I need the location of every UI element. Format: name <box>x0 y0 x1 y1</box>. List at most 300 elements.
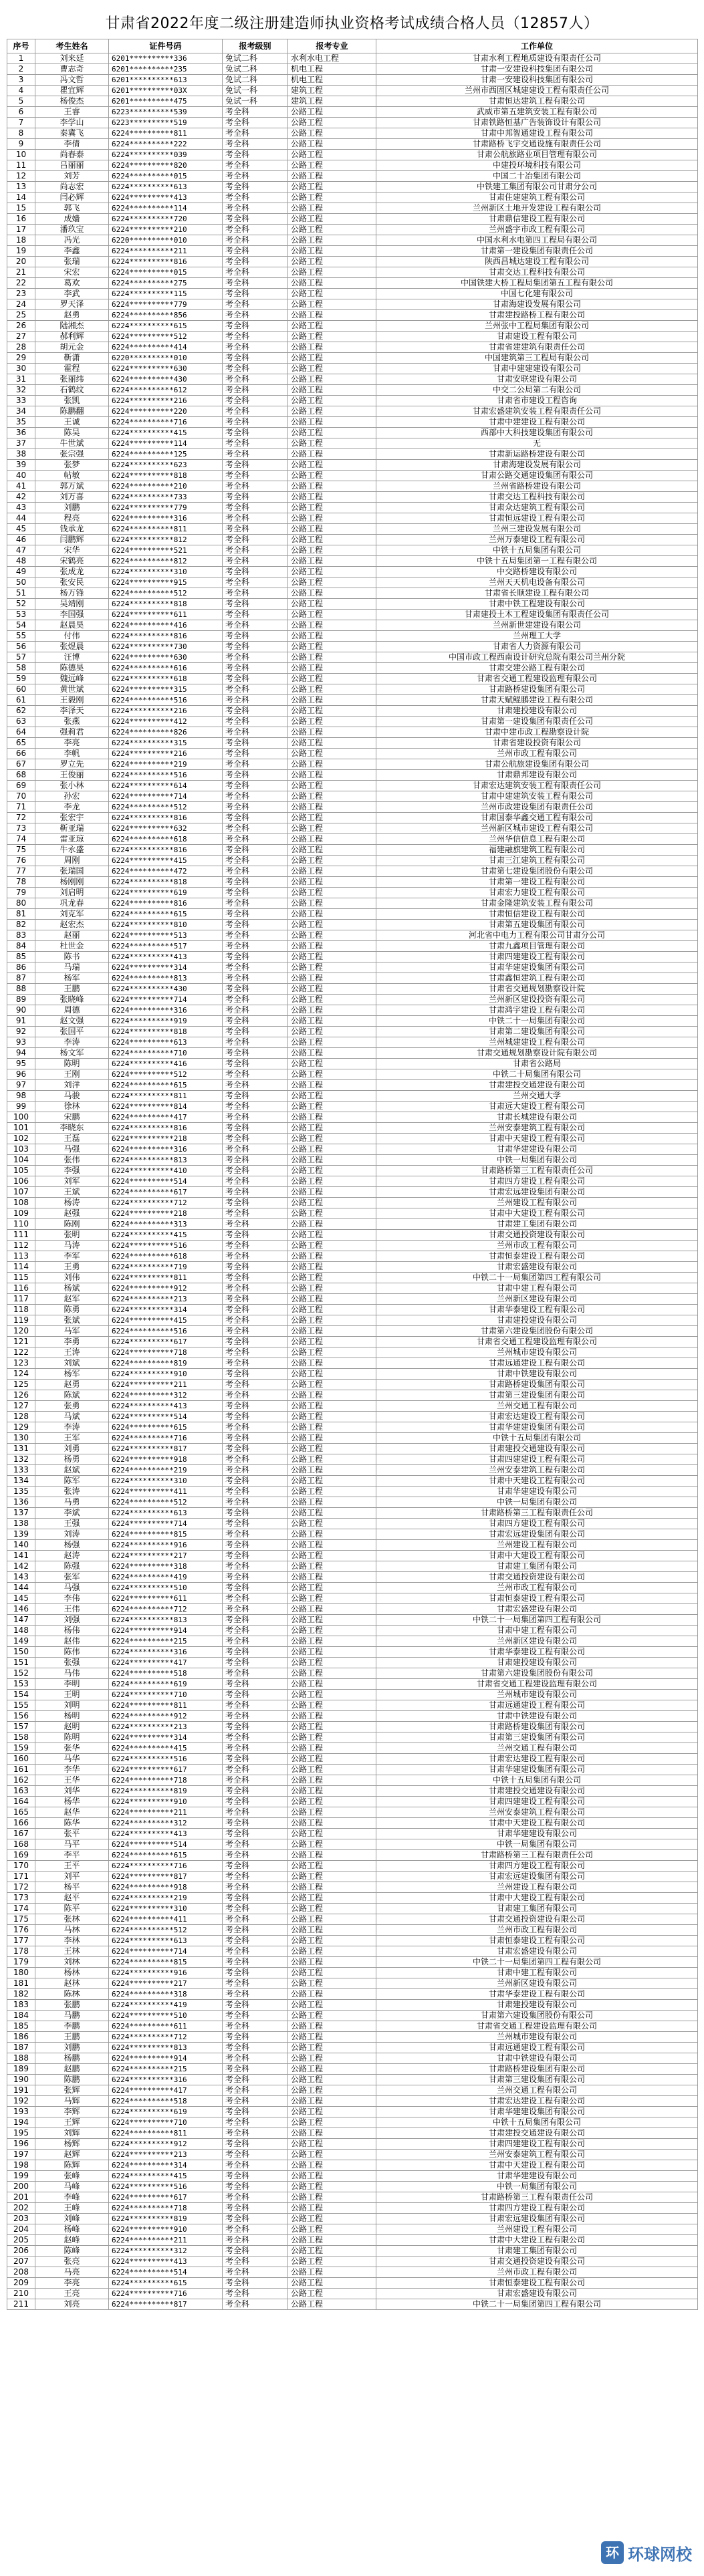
cell-major: 公路工程 <box>288 1112 376 1123</box>
cell-id: 6224**********619 <box>109 888 223 898</box>
cell-seq: 33 <box>7 396 35 406</box>
cell-name: 马亮 <box>35 2267 109 2278</box>
cell-major: 公路工程 <box>288 1444 376 1454</box>
cell-major: 公路工程 <box>288 995 376 1005</box>
cell-seq: 62 <box>7 706 35 717</box>
cell-level: 考全科 <box>223 396 288 406</box>
cell-id: 6224**********817 <box>109 1444 223 1454</box>
cell-name: 曹志奇 <box>35 64 109 75</box>
cell-unit: 中铁二十局集团有限公司 <box>376 1069 698 1080</box>
cell-seq: 93 <box>7 1037 35 1048</box>
cell-major: 公路工程 <box>288 1080 376 1091</box>
table-row <box>7 1968 698 1978</box>
cell-seq: 196 <box>7 2139 35 2150</box>
cell-id: 6224**********811 <box>109 128 223 139</box>
cell-unit: 中国市政工程西南设计研究总院有限公司兰州分院 <box>376 652 698 663</box>
cell-name: 张梦 <box>35 460 109 471</box>
cell-level: 考全科 <box>223 2246 288 2257</box>
cell-major: 公路工程 <box>288 749 376 759</box>
cell-name: 杨鹏 <box>35 2053 109 2064</box>
cell-seq: 106 <box>7 1176 35 1187</box>
cell-seq: 4 <box>7 86 35 96</box>
cell-name: 帖敏 <box>35 471 109 481</box>
cell-seq: 36 <box>7 428 35 438</box>
table-row <box>7 1412 698 1422</box>
cell-level: 考全科 <box>223 1797 288 1807</box>
cell-seq: 157 <box>7 1722 35 1732</box>
cell-level: 考全科 <box>223 1198 288 1208</box>
cell-level: 考全科 <box>223 321 288 332</box>
cell-seq: 203 <box>7 2214 35 2224</box>
cell-major: 公路工程 <box>288 1722 376 1732</box>
column-header-id: 证件号码 <box>109 39 223 53</box>
cell-seq: 32 <box>7 385 35 396</box>
cell-name: 张宗强 <box>35 449 109 460</box>
cell-id: 6224**********216 <box>109 396 223 406</box>
cell-major: 公路工程 <box>288 1690 376 1700</box>
cell-seq: 6 <box>7 107 35 118</box>
cell-level: 考全科 <box>223 1593 288 1604</box>
table-row <box>7 1743 698 1754</box>
cell-name: 陈峰 <box>35 2246 109 2257</box>
cell-major: 公路工程 <box>288 834 376 845</box>
cell-name: 葛欢 <box>35 278 109 289</box>
cell-level: 考全科 <box>223 171 288 182</box>
cell-name: 刘军 <box>35 1176 109 1187</box>
table-row <box>7 128 698 139</box>
cell-unit: 甘肃恒泰建设工程有限公司 <box>376 1936 698 1946</box>
table-row <box>7 898 698 909</box>
cell-level: 考全科 <box>223 481 288 492</box>
cell-name: 张强 <box>35 1658 109 1668</box>
cell-level: 考全科 <box>223 1326 288 1337</box>
cell-major: 公路工程 <box>288 802 376 813</box>
cell-name: 刘斌 <box>35 1358 109 1369</box>
cell-unit: 兰州市西固区城建建设工程有限责任公司 <box>376 86 698 96</box>
cell-level: 考全科 <box>223 610 288 620</box>
cell-id: 6224**********310 <box>109 1476 223 1487</box>
table-row <box>7 1176 698 1187</box>
cell-unit: 甘肃建投交通建设有限公司 <box>376 1786 698 1797</box>
cell-seq: 154 <box>7 1690 35 1700</box>
cell-unit: 甘肃华建建设有限公司 <box>376 1487 698 1497</box>
cell-major: 公路工程 <box>288 2075 376 2085</box>
cell-unit: 兰州张中工程局集团有限公司 <box>376 321 698 332</box>
cell-unit: 甘肃四方建设工程有限公司 <box>376 1861 698 1872</box>
cell-seq: 123 <box>7 1358 35 1369</box>
table-row <box>7 64 698 75</box>
cell-major: 公路工程 <box>288 1626 376 1636</box>
cell-level: 考全科 <box>223 1454 288 1465</box>
cell-name: 李勇 <box>35 1337 109 1347</box>
cell-seq: 201 <box>7 2192 35 2203</box>
cell-unit: 甘肃四建建设工程有限公司 <box>376 2139 698 2150</box>
cell-level: 考全科 <box>223 1187 288 1198</box>
cell-name: 王辉 <box>35 2117 109 2128</box>
cell-seq: 169 <box>7 1850 35 1861</box>
table-row <box>7 1251 698 1262</box>
cell-id: 6224**********811 <box>109 2128 223 2139</box>
cell-seq: 141 <box>7 1551 35 1561</box>
cell-name: 陈辉 <box>35 2160 109 2171</box>
cell-seq: 177 <box>7 1936 35 1946</box>
cell-seq: 89 <box>7 995 35 1005</box>
cell-major: 公路工程 <box>288 2299 376 2310</box>
cell-seq: 114 <box>7 1262 35 1273</box>
cell-name: 王鹏 <box>35 984 109 995</box>
cell-unit: 兰州理工大学 <box>376 631 698 642</box>
cell-name: 钱承龙 <box>35 524 109 535</box>
table-row <box>7 1679 698 1690</box>
table-row <box>7 1797 698 1807</box>
cell-unit: 无 <box>376 438 698 449</box>
cell-seq: 134 <box>7 1476 35 1487</box>
cell-level: 考全科 <box>223 417 288 428</box>
table-row <box>7 1166 698 1176</box>
table-row <box>7 1925 698 1936</box>
cell-id: 6224**********521 <box>109 545 223 556</box>
cell-major: 公路工程 <box>288 2043 376 2053</box>
table-row <box>7 2117 698 2128</box>
table-row <box>7 1112 698 1123</box>
cell-id: 6224**********710 <box>109 1690 223 1700</box>
cell-seq: 152 <box>7 1668 35 1679</box>
cell-seq: 60 <box>7 684 35 695</box>
cell-seq: 121 <box>7 1337 35 1347</box>
cell-name: 秦冀飞 <box>35 128 109 139</box>
cell-name: 马辉 <box>35 2096 109 2107</box>
cell-name: 王平 <box>35 1861 109 1872</box>
cell-level: 考全科 <box>223 1016 288 1027</box>
cell-major: 公路工程 <box>288 1904 376 1914</box>
cell-unit: 甘肃宏远建设集团有限公司 <box>376 1529 698 1540</box>
cell-id: 6223**********539 <box>109 107 223 118</box>
cell-major: 公路工程 <box>288 524 376 535</box>
cell-unit: 甘肃建投建设有限公司 <box>376 1658 698 1668</box>
cell-seq: 35 <box>7 417 35 428</box>
cell-unit: 甘肃长城建设有限公司 <box>376 1112 698 1123</box>
cell-name: 杨峰 <box>35 2224 109 2235</box>
cell-major: 公路工程 <box>288 107 376 118</box>
cell-unit: 中交二公局第二有限公司 <box>376 385 698 396</box>
cell-level: 考全科 <box>223 118 288 128</box>
table-row <box>7 1027 698 1037</box>
cell-name: 王强 <box>35 1519 109 1529</box>
cell-unit: 甘肃四方建设工程有限公司 <box>376 1519 698 1529</box>
cell-name: 李学山 <box>35 118 109 128</box>
cell-level: 考全科 <box>223 2214 288 2224</box>
cell-name: 牛世斌 <box>35 438 109 449</box>
cell-name: 刘鹏 <box>35 2043 109 2053</box>
cell-seq: 113 <box>7 1251 35 1262</box>
cell-seq: 97 <box>7 1080 35 1091</box>
table-row <box>7 1978 698 1989</box>
cell-seq: 46 <box>7 535 35 545</box>
cell-name: 马军 <box>35 1326 109 1337</box>
table-row <box>7 53 698 64</box>
cell-id: 6224**********514 <box>109 1176 223 1187</box>
table-row <box>7 1380 698 1390</box>
cell-major: 机电工程 <box>288 75 376 86</box>
cell-id: 6224**********430 <box>109 374 223 385</box>
table-row <box>7 2289 698 2299</box>
cell-unit: 甘肃省交通工程建设监理有限公司 <box>376 674 698 684</box>
cell-id: 6224**********415 <box>109 2171 223 2182</box>
cell-seq: 128 <box>7 1412 35 1422</box>
cell-major: 公路工程 <box>288 610 376 620</box>
cell-id: 6224**********415 <box>109 428 223 438</box>
table-row <box>7 1208 698 1219</box>
cell-seq: 147 <box>7 1615 35 1626</box>
cell-level: 考全科 <box>223 128 288 139</box>
cell-level: 考全科 <box>223 2128 288 2139</box>
cell-seq: 94 <box>7 1048 35 1059</box>
cell-seq: 2 <box>7 64 35 75</box>
cell-seq: 55 <box>7 631 35 642</box>
cell-level: 考全科 <box>223 791 288 802</box>
table-row <box>7 2043 698 2053</box>
cell-unit: 兰州万泰建设工程有限公司 <box>376 535 698 545</box>
cell-unit: 甘肃住建建筑工程有限公司 <box>376 192 698 203</box>
cell-unit: 甘肃第六建设集团股份有限公司 <box>376 2011 698 2021</box>
cell-name: 王亮 <box>35 2289 109 2299</box>
cell-name: 马伟 <box>35 1668 109 1679</box>
cell-id: 6224**********819 <box>109 1358 223 1369</box>
cell-id: 6224**********714 <box>109 1946 223 1957</box>
column-header-seq: 序号 <box>7 39 35 53</box>
cell-level: 考全科 <box>223 877 288 888</box>
cell-id: 6224**********615 <box>109 1422 223 1433</box>
cell-id: 6220**********010 <box>109 353 223 364</box>
table-row <box>7 385 698 396</box>
cell-name: 罗立先 <box>35 759 109 770</box>
table-row <box>7 160 698 171</box>
cell-id: 6224**********417 <box>109 2085 223 2096</box>
cell-major: 公路工程 <box>288 1647 376 1658</box>
table-row <box>7 503 698 513</box>
cell-major: 公路工程 <box>288 888 376 898</box>
cell-seq: 158 <box>7 1732 35 1743</box>
cell-unit: 甘肃华建建设集团有限公司 <box>376 2107 698 2117</box>
cell-unit: 兰州交通工程有限公司 <box>376 2085 698 2096</box>
cell-unit: 甘肃中天建设工程有限公司 <box>376 1818 698 1829</box>
cell-seq: 209 <box>7 2278 35 2289</box>
cell-id: 6224**********615 <box>109 1850 223 1861</box>
cell-name: 陈明 <box>35 1059 109 1069</box>
cell-unit: 甘肃建投土木工程建设集团有限责任公司 <box>376 610 698 620</box>
cell-name: 张宏宇 <box>35 813 109 823</box>
cell-id: 6224**********472 <box>109 866 223 877</box>
cell-level: 考全科 <box>223 203 288 214</box>
cell-unit: 中铁十五局集团第一工程有限公司 <box>376 556 698 567</box>
cell-major: 公路工程 <box>288 2278 376 2289</box>
table-row <box>7 1144 698 1155</box>
cell-level: 考全科 <box>223 1925 288 1936</box>
table-row <box>7 1604 698 1615</box>
cell-id: 6224**********813 <box>109 1615 223 1626</box>
cell-name: 张勇 <box>35 1401 109 1412</box>
cell-unit: 甘肃第二建设集团有限公司 <box>376 1027 698 1037</box>
cell-major: 公路工程 <box>288 545 376 556</box>
cell-major: 公路工程 <box>288 2160 376 2171</box>
cell-seq: 184 <box>7 2011 35 2021</box>
cell-level: 考全科 <box>223 1037 288 1048</box>
cell-id: 6224**********314 <box>109 962 223 973</box>
cell-unit: 甘肃远通建设工程有限公司 <box>376 1358 698 1369</box>
cell-seq: 99 <box>7 1102 35 1112</box>
cell-id: 6224**********611 <box>109 2021 223 2032</box>
table-row <box>7 225 698 235</box>
cell-major: 公路工程 <box>288 588 376 599</box>
cell-id: 6224**********912 <box>109 1711 223 1722</box>
cell-id: 6224**********616 <box>109 663 223 674</box>
cell-level: 考全科 <box>223 652 288 663</box>
cell-level: 考全科 <box>223 1936 288 1946</box>
table-row <box>7 1711 698 1722</box>
cell-name: 陈斌 <box>35 1390 109 1401</box>
table-row <box>7 1273 698 1283</box>
cell-id: 6224**********613 <box>109 182 223 192</box>
cell-name: 陈吴 <box>35 428 109 438</box>
cell-level: 考全科 <box>223 823 288 834</box>
cell-unit: 兰州建设工程有限公司 <box>376 1198 698 1208</box>
table-row <box>7 332 698 342</box>
cell-id: 6224**********316 <box>109 1144 223 1155</box>
cell-unit: 甘肃远通建设工程有限公司 <box>376 2043 698 2053</box>
cell-seq: 185 <box>7 2021 35 2032</box>
cell-major: 公路工程 <box>288 417 376 428</box>
cell-level: 考全科 <box>223 1626 288 1636</box>
cell-name: 胡元金 <box>35 342 109 353</box>
cell-unit: 甘肃中天建设工程有限公司 <box>376 1476 698 1487</box>
cell-seq: 178 <box>7 1946 35 1957</box>
cell-id: 6224**********312 <box>109 2246 223 2257</box>
cell-seq: 76 <box>7 856 35 866</box>
cell-name: 李倩 <box>35 139 109 150</box>
cell-level: 考全科 <box>223 2182 288 2192</box>
cell-major: 机电工程 <box>288 64 376 75</box>
table-row <box>7 107 698 118</box>
cell-seq: 204 <box>7 2224 35 2235</box>
cell-id: 6224**********219 <box>109 1893 223 1904</box>
cell-name: 陈伟 <box>35 1647 109 1658</box>
cell-unit: 甘肃交通投资建设有限公司 <box>376 2257 698 2267</box>
cell-major: 公路工程 <box>288 1583 376 1593</box>
cell-level: 考全科 <box>223 749 288 759</box>
cell-name: 张峰 <box>35 2171 109 2182</box>
table-row <box>7 1080 698 1091</box>
cell-id: 6224**********414 <box>109 342 223 353</box>
cell-seq: 53 <box>7 610 35 620</box>
cell-major: 公路工程 <box>288 781 376 791</box>
cell-name: 陈强 <box>35 1561 109 1572</box>
cell-major: 公路工程 <box>288 567 376 577</box>
cell-unit: 兰州建设工程有限公司 <box>376 1882 698 1893</box>
table-row <box>7 1037 698 1048</box>
cell-major: 公路工程 <box>288 973 376 984</box>
cell-major: 公路工程 <box>288 1743 376 1754</box>
table-row <box>7 1989 698 2000</box>
cell-name: 王伟 <box>35 1604 109 1615</box>
cell-id: 6224**********510 <box>109 1583 223 1593</box>
cell-name: 杨强 <box>35 1540 109 1551</box>
cell-level: 考全科 <box>223 1508 288 1519</box>
cell-unit: 兰州市政工程有限公司 <box>376 2267 698 2278</box>
cell-seq: 193 <box>7 2107 35 2117</box>
cell-major: 公路工程 <box>288 556 376 567</box>
cell-name: 李涛 <box>35 1422 109 1433</box>
cell-name: 张亮 <box>35 2257 109 2267</box>
cell-name: 王刚 <box>35 1069 109 1080</box>
cell-name: 李龙 <box>35 802 109 813</box>
cell-seq: 5 <box>7 96 35 107</box>
cell-level: 考全科 <box>223 1968 288 1978</box>
cell-unit: 甘肃路桥飞宇交通设施有限责任公司 <box>376 139 698 150</box>
cell-level: 考全科 <box>223 1027 288 1037</box>
cell-name: 赵平 <box>35 1893 109 1904</box>
table-row <box>7 1658 698 1668</box>
table-row <box>7 770 698 781</box>
cell-name: 闫鹏辉 <box>35 535 109 545</box>
cell-seq: 104 <box>7 1155 35 1166</box>
cell-major: 公路工程 <box>288 128 376 139</box>
cell-unit: 甘肃省建建筑有限责任公司 <box>376 342 698 353</box>
cell-id: 6224**********417 <box>109 1658 223 1668</box>
cell-major: 公路工程 <box>288 2214 376 2224</box>
table-row <box>7 182 698 192</box>
cell-name: 张小林 <box>35 781 109 791</box>
cell-id: 6224**********514 <box>109 1839 223 1850</box>
cell-unit: 甘肃宏远建设集团有限公司 <box>376 1872 698 1882</box>
cell-level: 考全科 <box>223 1048 288 1059</box>
cell-name: 刘启明 <box>35 888 109 898</box>
table-row <box>7 2085 698 2096</box>
cell-level: 考全科 <box>223 1540 288 1551</box>
cell-major: 公路工程 <box>288 471 376 481</box>
cell-seq: 138 <box>7 1519 35 1529</box>
cell-major: 公路工程 <box>288 2064 376 2075</box>
table-row <box>7 2053 698 2064</box>
table-row <box>7 449 698 460</box>
cell-seq: 189 <box>7 2064 35 2075</box>
cell-level: 考全科 <box>223 620 288 631</box>
table-row <box>7 1732 698 1743</box>
cell-level: 考全科 <box>223 1315 288 1326</box>
cell-major: 建筑工程 <box>288 96 376 107</box>
cell-level: 考全科 <box>223 577 288 588</box>
cell-seq: 23 <box>7 289 35 299</box>
table-row <box>7 246 698 257</box>
cell-name: 王毅刚 <box>35 695 109 706</box>
cell-id: 6224**********512 <box>109 332 223 342</box>
cell-name: 王诚 <box>35 417 109 428</box>
table-row <box>7 663 698 674</box>
cell-name: 冯文哲 <box>35 75 109 86</box>
cell-seq: 105 <box>7 1166 35 1176</box>
cell-name: 刘强 <box>35 1615 109 1626</box>
cell-level: 考全科 <box>223 2139 288 2150</box>
table-row <box>7 674 698 684</box>
cell-name: 赵辉 <box>35 2150 109 2160</box>
table-row <box>7 1872 698 1882</box>
cell-name: 赵华 <box>35 1807 109 1818</box>
table-row <box>7 2235 698 2246</box>
cell-major: 公路工程 <box>288 1380 376 1390</box>
cell-name: 王睿 <box>35 107 109 118</box>
cell-unit: 甘肃建设工程有限公司 <box>376 332 698 342</box>
cell-level: 考全科 <box>223 1679 288 1690</box>
cell-level: 考全科 <box>223 920 288 930</box>
